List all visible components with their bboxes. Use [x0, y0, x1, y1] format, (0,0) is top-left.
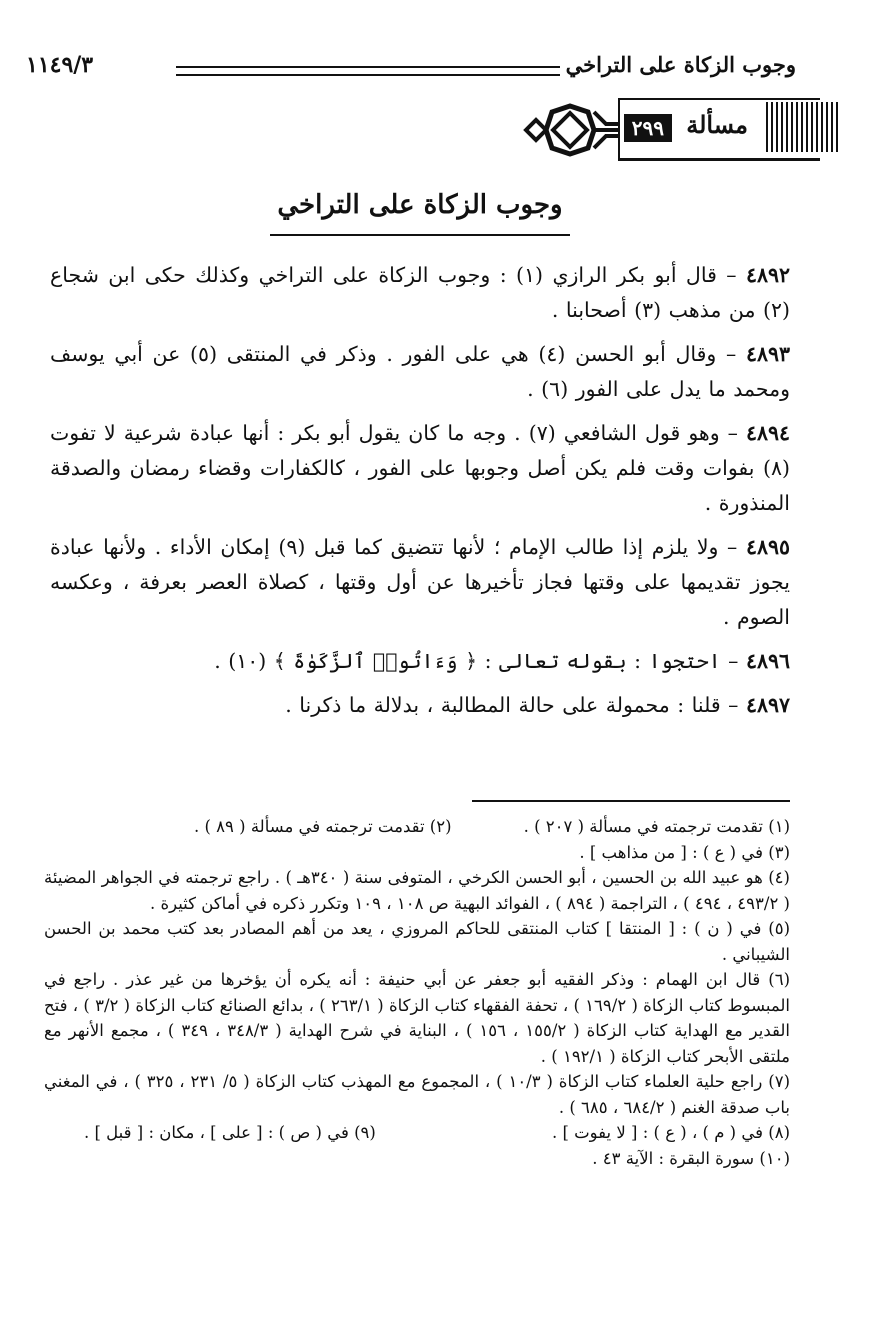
- section-title: [270, 190, 570, 240]
- paragraph-4894: [50, 416, 790, 521]
- paragraph-number: ٤٨٩٤: [745, 421, 790, 445]
- footnote-2: (٢) تقدمت ترجمته في مسألة ( ٨٩ ) .: [194, 817, 452, 836]
- paragraph-4892: [50, 258, 790, 328]
- footnote-1: (١) تقدمت ترجمته في مسألة ( ٢٠٧ ) .: [523, 817, 790, 836]
- page-number: ١١٤٩/٣: [26, 52, 94, 78]
- paragraph-text: – ولا يلزم إذا طالب الإمام ؛ لأنها تتضيق كما قبل (٩) إمكان الأداء . ولأنها عبادة يجوز تقديمها على وقتها فجاز تأخيرها عن أول وقتها ، كصلاة العصر بعرفة ، وعكسه الصوم .: [50, 535, 790, 629]
- paragraph-text: – وقال أبو الحسن (٤) هي على الفور . وذكر في المنتقى (٥) عن أبي يوسف ومحمد ما يدل على الفور (٦) .: [50, 342, 790, 401]
- main-body: [50, 258, 790, 732]
- banner-stripes: [766, 102, 840, 152]
- running-header: [26, 52, 796, 88]
- footnote-row: [44, 814, 790, 840]
- footnote-6: (٦) قال ابن الهمام : وذكر الفقيه أبو جعفر عن أبي حنيفة : أنه يكره أن يؤخرها من غير عذر . راجع في المبسوط كتاب الزكاة ( ١٦٩/٢ ) ، تحفة الفقهاء كتاب الزكاة ( ٢٦٣/١ ) ، بدائع الصنائع كتاب الزكاة ( ٣/٢ ) ، فتح القدير مع الهداية كتاب الزكاة ( ١٥٥/٢ ، ١٥٦ ) ، البناية في شرح الهداية ( ٣٤٨/٣ ، ٣٤٩ ) ، مجمع الأنهر مع ملتقى الأبحر كتاب الزكاة ( ١٩٢/١ ) .: [44, 970, 790, 1066]
- paragraph-4897: [50, 688, 790, 723]
- interlace-ornament-icon: [522, 98, 622, 162]
- footnote-7: (٧) راجع حلية العلماء كتاب الزكاة ( ١٠/٣ ) ، المجموع مع المهذب كتاب الزكاة ( ٥/ ٢٣١ ، ٣٢٥ ) ، في المغني باب صدقة الغنم ( ٦٨٤/٢ ، ٦٨٥ ) .: [44, 1072, 790, 1117]
- section-title-underline: [270, 234, 570, 236]
- footnote-4: (٤) هو عبيد الله بن الحسين ، أبو الحسن الكرخي ، المتوفى سنة ( ٣٤٠هـ ) . راجع ترجمته في الجواهر المضيئة ( ٤٩٣/٢ ، ٤٩٤ ) ، التراجمة ( ٨٩٤ ) ، الفوائد البهية ص ١٠٨ ، ١٠٩ وتكرر ذكره في أماكن كثيرة .: [44, 868, 790, 913]
- footnote-5: (٥) في ( ن ) : [ المنتقا ] كتاب المنتقى للحاكم المروزي ، يعد من أهم المصادر بعد كتب محمد بن الحسن الشيباني .: [44, 919, 790, 964]
- running-title: وجوب الزكاة على التراخي: [565, 52, 796, 77]
- footnote-9: (٩) في ( ص ) : [ على ] ، مكان : [ قبل ] .: [84, 1123, 376, 1142]
- footnote-10: (١٠) سورة البقرة : الآية ٤٣ .: [592, 1148, 790, 1168]
- paragraph-4895: [50, 530, 790, 635]
- paragraph-number: ٤٨٩٢: [745, 263, 790, 287]
- footnote-3: (٣) في ( ع ) : [ من مذاهب ] .: [579, 842, 790, 862]
- paragraph-number: ٤٨٩٦: [745, 649, 790, 673]
- header-rule: [176, 66, 560, 76]
- issue-banner: [522, 98, 840, 162]
- paragraph-4896: [50, 644, 790, 679]
- paragraph-4893: [50, 337, 790, 407]
- footnotes: [44, 814, 790, 1171]
- paragraph-text: – قلنا : محمولة على حالة المطالبة ، بدلالة ما ذكرنا .: [285, 693, 746, 717]
- paragraph-number: ٤٨٩٧: [745, 693, 790, 717]
- footnote-row: [44, 1120, 790, 1146]
- paragraph-number: ٤٨٩٣: [745, 342, 790, 366]
- paragraph-number: ٤٨٩٥: [745, 535, 790, 559]
- paragraph-text: – قال أبو بكر الرازي (١) : وجوب الزكاة على التراخي وكذلك حكى ابن شجاع (٢) من مذهب (٣) أصحابنا .: [50, 263, 790, 322]
- footnote-8: (٨) في ( م ) ، ( ع ) : [ لا يفوت ] .: [551, 1123, 790, 1142]
- paragraph-text: – وهو قول الشافعي (٧) . وجه ما كان يقول أبو بكر : أنها عبادة شرعية لا تفوت (٨) بفوات وقت فلم يكن أصل وجوبها على الفور ، كالكفارات وقضاء رمضان والصدقة المنذورة .: [50, 421, 790, 515]
- banner-label: مسألة: [686, 110, 748, 139]
- section-title-text: وجوب الزكاة على التراخي: [277, 190, 563, 220]
- paragraph-text: – احتجوا : بقوله تعالى : ﴿ وَءَاتُوا۟ ٱلزَّكَوٰةَ ﴾ (١٠) .: [214, 649, 746, 673]
- footnote-separator: [472, 800, 790, 802]
- banner-number: ٢٩٩: [624, 114, 672, 142]
